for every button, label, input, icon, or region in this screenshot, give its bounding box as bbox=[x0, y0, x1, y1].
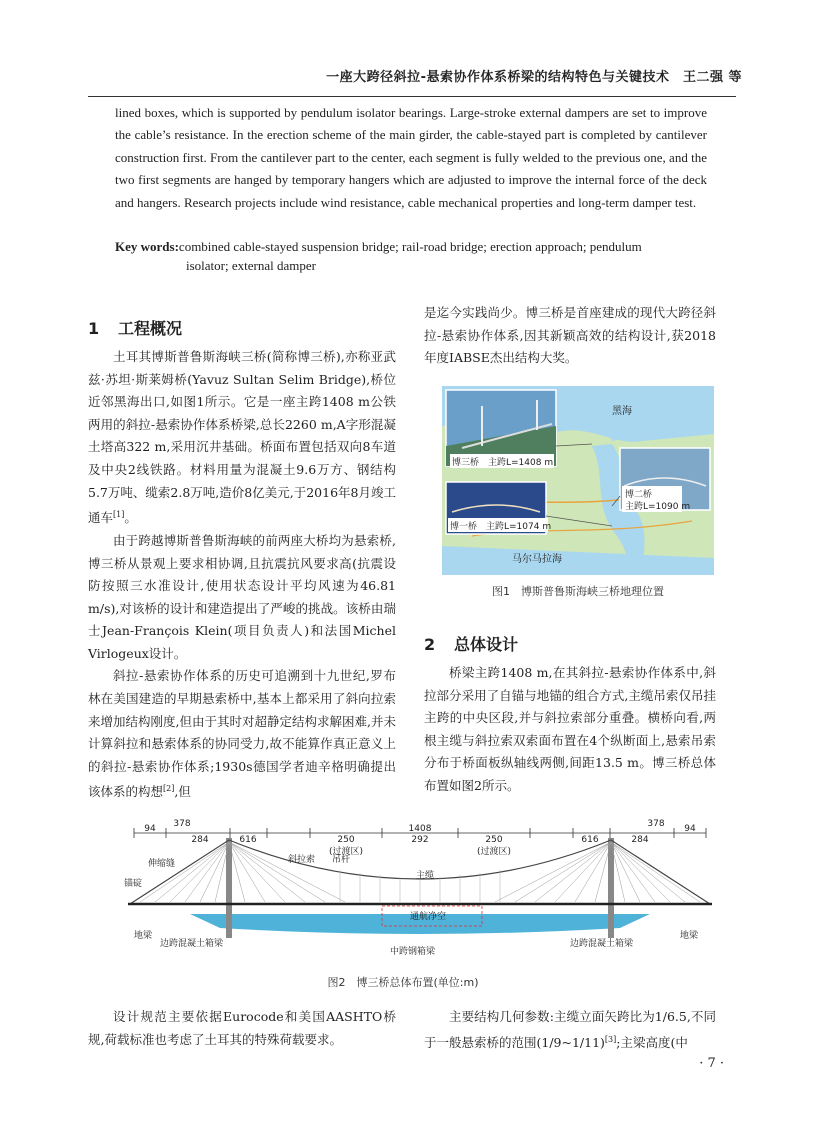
section1-title: 工程概况 bbox=[118, 319, 183, 338]
blacksea-water bbox=[592, 386, 714, 441]
figure1-caption: 图1 博斯普鲁斯海峡三桥地理位置 bbox=[492, 585, 664, 598]
abstract-text: lined boxes, which is supported by pendulum isolator bearings. Large-stroke external dampers are set to improve the cable’s resistance. In the erection scheme of the main girder, the cable-stayed part is completed by cantilever construction first. From the cantilever part to the center, each segment is fully welded to the previous one, and the two first segments are hanged by temporary hangers which are adjusted to improve the internal force of the deck and hangers. Research projects include wind resistance, cable mechanical properties and long-term damper test. bbox=[115, 105, 707, 210]
tower-left bbox=[226, 838, 232, 938]
dim-94-right: 94 bbox=[684, 824, 696, 834]
keywords-line2: isolator; external damper bbox=[186, 258, 316, 273]
label-ground-beam-left: 地梁 bbox=[134, 931, 153, 941]
section2-number: 2 bbox=[424, 635, 436, 654]
dim-284-right: 284 bbox=[631, 835, 649, 845]
stay-cables-left bbox=[140, 842, 345, 902]
dim-378-left: 378 bbox=[173, 819, 191, 829]
section1-heading bbox=[88, 316, 396, 339]
label-bridge2-name: 博二桥 bbox=[625, 490, 653, 500]
ref-1: [1] bbox=[113, 510, 125, 520]
stay-cables-right bbox=[495, 842, 700, 902]
br-text: 主要结构几何参数:主缆立面矢跨比为1/6.5,不同于一般悬索桥的范围(1/9~1/11) bbox=[424, 1009, 716, 1050]
label-hanger: 吊杆 bbox=[332, 855, 351, 865]
dim-1408: 1408 bbox=[408, 824, 432, 834]
dim-250-left: 250 bbox=[337, 835, 355, 845]
header-rule bbox=[88, 96, 736, 97]
dim-616-left: 616 bbox=[239, 835, 257, 845]
ref-2: [2] bbox=[163, 784, 175, 794]
right-column-section2 bbox=[424, 662, 716, 798]
bottom-right-paragraph bbox=[424, 1006, 716, 1054]
label-main-cable: 主缆 bbox=[416, 871, 435, 881]
dim-250-right: 250 bbox=[485, 835, 503, 845]
s1p1-end: 。 bbox=[124, 510, 137, 526]
tower-right bbox=[608, 838, 614, 938]
s1p3-end: ,但 bbox=[174, 784, 191, 800]
bridge-elevation bbox=[120, 818, 720, 968]
dim-284-left: 284 bbox=[191, 835, 209, 845]
label-side-girder-right: 边跨混凝土箱梁 bbox=[570, 939, 634, 949]
map-graphic bbox=[442, 386, 714, 575]
transition-right: (过渡区) bbox=[476, 847, 512, 857]
figure2-caption: 图2 博三桥总体布置(单位:m) bbox=[327, 976, 479, 989]
ref-3: [3] bbox=[604, 1034, 617, 1044]
section1-paragraph3 bbox=[88, 665, 396, 804]
dim-378-right: 378 bbox=[647, 819, 665, 829]
label-side-girder-left: 边跨混凝土箱梁 bbox=[160, 939, 224, 949]
section2-paragraph1: 桥梁主跨1408 m,在其斜拉-悬索协作体系中,斜拉部分采用了自锚与地锚的组合方式,主缆吊索仅吊挂主跨的中央区段,并与斜拉索部分重叠。横桥向看,两根主缆与斜拉索双索面布置在4个纵断面上,悬索吊索分布于桥面板纵轴线两侧,间距13.5 m。博三桥总体布置如图2所示。 bbox=[424, 665, 716, 793]
section1-number: 1 bbox=[88, 319, 100, 338]
s1p3-text: 斜拉-悬索协作体系的历史可追溯到十九世纪,罗布林在美国建造的早期悬索桥中,基本上都采用了斜向拉索来增加结构刚度,但由于其时对超静定结构求解困难,并未计算斜拉和悬索体系的协同受力,故不能算作真正意义上的斜拉-悬索协作体系;1930s德国学者迪辛格明确提出该体系的构想 bbox=[88, 668, 396, 800]
label-black-sea: 黑海 bbox=[612, 406, 632, 417]
dim-292: 292 bbox=[411, 835, 429, 845]
label-mid-girder: 中跨钢箱梁 bbox=[390, 947, 436, 957]
section1-continuation: 是迄今实践尚少。博三桥是首座建成的现代大跨径斜拉-悬索协作体系,因其新颖高效的结构设计,获2018年度IABSE杰出结构大奖。 bbox=[424, 305, 716, 366]
figure2-diagram bbox=[120, 818, 720, 968]
bottom-left-text bbox=[88, 1006, 396, 1051]
label-bridge1: 博一桥 主跨L=1074 m bbox=[450, 522, 552, 532]
label-expansion-joint: 伸缩缝 bbox=[148, 859, 176, 869]
keywords-line1: combined cable-stayed suspension bridge; rail-road bridge; erection approach; pendulum bbox=[178, 239, 642, 254]
section1-paragraph1 bbox=[88, 346, 396, 530]
section1-paragraph2: 由于跨越博斯普鲁斯海峡的前两座大桥均为悬索桥,博三桥从景观上要求相协调,且抗震抗风要求高(抗震设防按照三水准设计,使用状态设计平均风速为46.81 m/s),对该桥的设计和建造提出了严峻的挑战。该桥由瑞士Jean-François Klein(项目负责人)和法国Michel Virlogeux设计。 bbox=[88, 532, 396, 661]
section2-title: 总体设计 bbox=[454, 635, 519, 654]
bottom-left-paragraph: 设计规范主要依据Eurocode和美国AASHTO桥规,荷载标准也考虑了土耳其的特殊荷载要求。 bbox=[88, 1009, 396, 1047]
left-column bbox=[88, 346, 396, 804]
label-ground-beam-right: 地梁 bbox=[680, 931, 699, 941]
keywords bbox=[115, 236, 707, 258]
label-stay-cable: 斜拉索 bbox=[288, 855, 316, 865]
dim-616-right: 616 bbox=[581, 835, 599, 845]
label-navigation: 通航净空 bbox=[410, 912, 447, 922]
s1p1-text: 土耳其博斯普鲁斯海峡三桥(简称博三桥),亦称亚武兹·苏坦·斯莱姆桥(Yavuz Sultan Selim Bridge),桥位近邻黑海出口,如图1所示。它是一座主跨1408 m公铁两用的斜拉-悬索协作体系桥梁,总长2260 m,A字形混凝土塔高322 m,采用沉井基础。桥面布置包括双向8车道及中央2线铁路。材料用量为混凝土9.6万方、钢结构5.7万吨、缆索2.8万吨,造价8亿美元,于2016年8月竣工通车 bbox=[88, 349, 396, 526]
label-bridge3: 博三桥 主跨L=1408 m bbox=[452, 458, 554, 468]
dim-94-left: 94 bbox=[144, 824, 156, 834]
label-anchorage: 锚碇 bbox=[124, 879, 143, 889]
running-title: 一座大跨径斜拉-悬索协作体系桥梁的结构特色与关键技术 王二强 等 bbox=[326, 70, 742, 85]
bottom-right-text bbox=[424, 1006, 716, 1054]
transition-left: (过渡区) bbox=[328, 847, 364, 857]
label-bridge2-span: 主跨L=1090 m bbox=[625, 502, 691, 512]
section2-heading bbox=[424, 632, 716, 655]
keywords-label: Key words: bbox=[115, 239, 179, 254]
page-number: · 7 · bbox=[699, 1056, 724, 1071]
label-marmara: 马尔马拉海 bbox=[512, 554, 562, 565]
figure1-map bbox=[442, 386, 714, 575]
br-end: ;主梁高度(中 bbox=[616, 1034, 688, 1050]
right-column-top bbox=[424, 302, 716, 370]
